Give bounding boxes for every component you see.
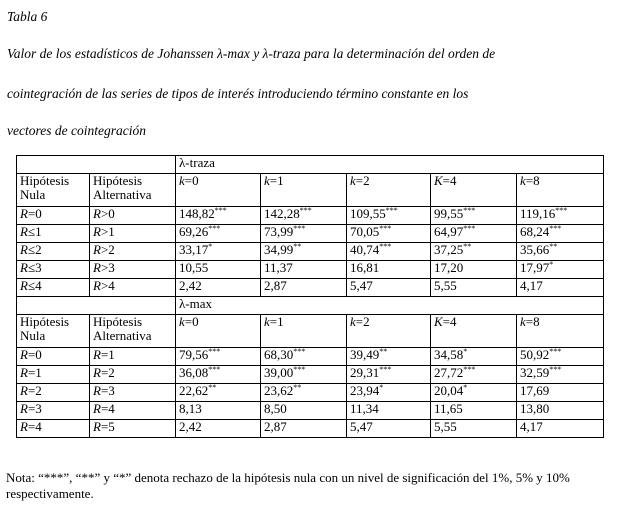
alt-hyp-cond: =3 <box>100 383 115 398</box>
significance-stars: *** <box>549 365 562 374</box>
statistic-cell <box>517 279 604 297</box>
statistic-value: 142,28 <box>264 206 300 221</box>
statistic-cell <box>517 225 604 243</box>
header-lag <box>261 315 347 348</box>
header-alt-line-2: Alternativa <box>93 187 152 202</box>
column-header-row <box>17 174 604 207</box>
header-lag-value: =0 <box>184 173 199 188</box>
alt-hyp-cond: >4 <box>100 278 115 293</box>
header-lag-value: =2 <box>355 173 370 188</box>
statistic-value: 70,05 <box>350 224 380 239</box>
header-lag <box>517 315 604 348</box>
alt-hyp-var: R <box>93 278 101 293</box>
header-null-hypothesis <box>17 174 90 207</box>
header-lag-var: k <box>179 314 185 329</box>
alt-hypothesis-cell <box>90 279 176 297</box>
statistic-value: 39,00 <box>264 365 294 380</box>
statistic-cell <box>261 420 347 438</box>
statistic-value: 27,72 <box>434 365 464 380</box>
header-alt-line-1: Hipótesis <box>93 173 143 188</box>
statistic-cell <box>261 207 347 225</box>
significance-stars: ** <box>293 383 302 392</box>
alt-hyp-var: R <box>93 347 101 362</box>
alt-hyp-var: R <box>93 260 101 275</box>
header-null-line-2: Nula <box>20 328 46 343</box>
header-lag-var: k <box>264 173 270 188</box>
header-lag-value: =8 <box>525 314 540 329</box>
null-hyp-var: R <box>20 401 28 416</box>
alt-hypothesis-cell <box>90 402 176 420</box>
header-lag-var: k <box>264 314 270 329</box>
header-lag-value: =4 <box>442 314 457 329</box>
statistic-value: 68,24 <box>520 224 550 239</box>
statistic-cell <box>176 207 261 225</box>
statistic-cell <box>347 348 431 366</box>
statistic-value: 5,55 <box>434 419 457 434</box>
statistic-value: 148,82 <box>179 206 215 221</box>
statistic-value: 29,31 <box>350 365 380 380</box>
table-row <box>17 384 604 402</box>
statistic-value: 17,20 <box>434 260 464 275</box>
section-title <box>176 297 604 315</box>
statistic-value: 8,50 <box>264 401 287 416</box>
statistic-value: 39,49 <box>350 347 380 362</box>
alt-hypothesis-cell <box>90 348 176 366</box>
header-lag <box>261 174 347 207</box>
header-lag <box>347 174 431 207</box>
statistic-cell <box>347 279 431 297</box>
statistic-cell <box>261 384 347 402</box>
statistic-cell <box>431 420 517 438</box>
statistic-cell <box>517 348 604 366</box>
null-hyp-cond: =0 <box>27 206 42 221</box>
alt-hyp-cond: >1 <box>100 224 115 239</box>
statistic-value: 5,55 <box>434 278 457 293</box>
header-lag <box>517 174 604 207</box>
section-title-text: λ-traza <box>179 155 215 170</box>
table-label: Tabla 6 <box>7 9 48 24</box>
statistic-cell <box>517 261 604 279</box>
column-header-row <box>17 315 604 348</box>
statistic-value: 11,37 <box>264 260 293 275</box>
table-row <box>17 207 604 225</box>
table-caption-line-3: vectores de cointegración <box>7 123 146 138</box>
statistic-cell <box>176 384 261 402</box>
table-body <box>17 156 604 438</box>
null-hyp-var: R <box>20 347 28 362</box>
header-lag <box>431 174 517 207</box>
header-lag-var: k <box>179 173 185 188</box>
header-lag-value: =4 <box>442 173 457 188</box>
statistic-value: 64,97 <box>434 224 464 239</box>
header-lag-var: k <box>350 314 356 329</box>
null-hyp-cond: =0 <box>27 347 42 362</box>
statistic-value: 109,55 <box>350 206 386 221</box>
null-hyp-cond: =1 <box>27 365 42 380</box>
statistic-cell <box>517 243 604 261</box>
significance-stars: *** <box>214 206 227 215</box>
header-lag-value: =2 <box>355 314 370 329</box>
statistic-cell <box>431 207 517 225</box>
alt-hyp-cond: =1 <box>100 347 115 362</box>
significance-stars: *** <box>379 365 392 374</box>
blank-cell <box>17 297 176 315</box>
statistic-cell <box>261 261 347 279</box>
significance-stars: *** <box>208 365 221 374</box>
significance-stars: *** <box>463 365 476 374</box>
statistic-value: 16,81 <box>350 260 380 275</box>
significance-stars: * <box>549 260 554 269</box>
null-hypothesis-cell <box>17 261 90 279</box>
statistic-value: 2,87 <box>264 419 287 434</box>
null-hyp-var: R <box>20 419 28 434</box>
statistic-value: 68,30 <box>264 347 294 362</box>
statistic-value: 11,34 <box>350 401 379 416</box>
alt-hypothesis-cell <box>90 207 176 225</box>
table-row <box>17 243 604 261</box>
statistic-value: 17,97 <box>520 260 550 275</box>
statistic-value: 23,62 <box>264 383 294 398</box>
significance-stars: *** <box>463 224 476 233</box>
header-lag <box>176 174 261 207</box>
alt-hyp-var: R <box>93 419 101 434</box>
significance-stars: ** <box>379 347 388 356</box>
blank-cell <box>17 156 176 174</box>
statistic-cell <box>176 402 261 420</box>
statistic-cell <box>517 402 604 420</box>
statistic-cell <box>517 420 604 438</box>
alt-hyp-var: R <box>93 242 101 257</box>
statistic-value: 17,69 <box>520 383 550 398</box>
statistic-cell <box>347 207 431 225</box>
statistic-value: 4,17 <box>520 419 543 434</box>
statistic-value: 23,94 <box>350 383 380 398</box>
statistic-cell <box>261 243 347 261</box>
statistic-cell <box>261 366 347 384</box>
statistic-cell <box>347 225 431 243</box>
significance-stars: * <box>463 347 468 356</box>
significance-stars: *** <box>293 224 306 233</box>
alt-hyp-cond: >0 <box>100 206 115 221</box>
null-hyp-cond: =2 <box>27 383 42 398</box>
null-hyp-var: R <box>20 278 28 293</box>
statistic-cell <box>176 225 261 243</box>
null-hyp-cond: ≤4 <box>27 278 42 293</box>
statistic-value: 119,16 <box>520 206 556 221</box>
null-hypothesis-cell <box>17 243 90 261</box>
statistic-value: 36,08 <box>179 365 209 380</box>
header-lag <box>431 315 517 348</box>
statistic-cell <box>517 207 604 225</box>
significance-stars: *** <box>293 347 306 356</box>
statistic-cell <box>347 366 431 384</box>
statistic-cell <box>347 402 431 420</box>
statistic-value: 79,56 <box>179 347 209 362</box>
statistic-cell <box>517 366 604 384</box>
significance-stars: ** <box>293 242 302 251</box>
statistic-value: 35,66 <box>520 242 550 257</box>
significance-stars: *** <box>385 206 398 215</box>
table-footnote: Nota: “***”, “**” y “*” denota rechazo de la hipótesis nula con un nivel de significación del 1%, 5% y 10% respectivamente. <box>6 470 570 501</box>
statistic-cell <box>431 279 517 297</box>
significance-stars: *** <box>463 206 476 215</box>
header-lag <box>176 315 261 348</box>
significance-stars: ** <box>549 242 558 251</box>
statistic-value: 20,04 <box>434 383 464 398</box>
null-hypothesis-cell <box>17 384 90 402</box>
header-lag-value: =0 <box>184 314 199 329</box>
alt-hypothesis-cell <box>90 261 176 279</box>
header-lag-var: k <box>350 173 356 188</box>
significance-stars: *** <box>549 224 562 233</box>
table-row <box>17 402 604 420</box>
statistic-value: 10,55 <box>179 260 209 275</box>
statistic-cell <box>431 225 517 243</box>
statistic-value: 11,65 <box>434 401 463 416</box>
alt-hyp-cond: >3 <box>100 260 115 275</box>
significance-stars: *** <box>208 347 221 356</box>
statistic-value: 8,13 <box>179 401 202 416</box>
table-caption-line-1: Valor de los estadísticos de Johanssen λ-max y λ-traza para la determinación del orden de <box>7 46 496 61</box>
alt-hypothesis-cell <box>90 243 176 261</box>
null-hyp-cond: =3 <box>27 401 42 416</box>
null-hyp-cond: ≤2 <box>27 242 42 257</box>
statistic-value: 34,99 <box>264 242 294 257</box>
header-null-line-1: Hipótesis <box>20 173 70 188</box>
alt-hyp-var: R <box>93 365 101 380</box>
header-alt-line-2: Alternativa <box>93 328 152 343</box>
alt-hyp-var: R <box>93 383 101 398</box>
statistic-cell <box>176 348 261 366</box>
section-title-text: λ-max <box>179 296 213 311</box>
null-hypothesis-cell <box>17 366 90 384</box>
null-hyp-cond: ≤1 <box>27 224 42 239</box>
statistic-cell <box>431 366 517 384</box>
statistic-value: 2,42 <box>179 278 202 293</box>
null-hypothesis-cell <box>17 225 90 243</box>
header-lag-value: =1 <box>269 173 284 188</box>
header-alternative-hypothesis <box>90 174 176 207</box>
header-alt-line-1: Hipótesis <box>93 314 143 329</box>
statistic-value: 13,80 <box>520 401 550 416</box>
table-row <box>17 279 604 297</box>
statistic-cell <box>347 261 431 279</box>
section-title-row <box>17 156 604 174</box>
null-hypothesis-cell <box>17 348 90 366</box>
statistic-cell <box>431 402 517 420</box>
section-title-row <box>17 297 604 315</box>
header-lag <box>347 315 431 348</box>
significance-stars: *** <box>379 242 392 251</box>
statistic-cell <box>261 348 347 366</box>
significance-stars: *** <box>555 206 568 215</box>
statistic-value: 4,17 <box>520 278 543 293</box>
statistic-cell <box>431 261 517 279</box>
section-title <box>176 156 604 174</box>
statistic-value: 22,62 <box>179 383 209 398</box>
significance-stars: *** <box>208 224 221 233</box>
header-lag-value: =1 <box>269 314 284 329</box>
statistic-cell <box>176 366 261 384</box>
statistic-value: 33,17 <box>179 242 209 257</box>
significance-stars: *** <box>293 365 306 374</box>
statistic-value: 5,47 <box>350 278 373 293</box>
statistic-cell <box>431 243 517 261</box>
statistic-value: 2,42 <box>179 419 202 434</box>
statistic-cell <box>347 420 431 438</box>
statistic-value: 40,74 <box>350 242 380 257</box>
header-lag-var: k <box>520 314 526 329</box>
statistic-cell <box>176 420 261 438</box>
header-alternative-hypothesis <box>90 315 176 348</box>
statistic-cell <box>431 384 517 402</box>
null-hyp-var: R <box>20 365 28 380</box>
header-null-line-1: Hipótesis <box>20 314 70 329</box>
null-hyp-var: R <box>20 242 28 257</box>
statistic-cell <box>176 261 261 279</box>
statistic-value: 37,25 <box>434 242 464 257</box>
significance-stars: ** <box>208 383 217 392</box>
alt-hyp-var: R <box>93 206 101 221</box>
alt-hyp-cond: =4 <box>100 401 115 416</box>
alt-hyp-var: R <box>93 224 101 239</box>
header-lag-var: K <box>434 314 443 329</box>
statistic-value: 99,55 <box>434 206 464 221</box>
header-lag-var: K <box>434 173 443 188</box>
significance-stars: * <box>379 383 384 392</box>
null-hyp-var: R <box>20 260 28 275</box>
statistic-value: 73,99 <box>264 224 294 239</box>
null-hyp-var: R <box>20 206 28 221</box>
statistic-cell <box>261 402 347 420</box>
header-null-hypothesis <box>17 315 90 348</box>
johansen-statistics-table <box>16 155 604 438</box>
statistic-cell <box>347 243 431 261</box>
significance-stars: * <box>208 242 213 251</box>
statistic-value: 2,87 <box>264 278 287 293</box>
statistic-value: 50,92 <box>520 347 550 362</box>
alt-hypothesis-cell <box>90 384 176 402</box>
significance-stars: *** <box>379 224 392 233</box>
table-row <box>17 348 604 366</box>
statistic-cell <box>517 384 604 402</box>
statistic-cell <box>431 348 517 366</box>
null-hyp-cond: ≤3 <box>27 260 42 275</box>
header-lag-value: =8 <box>525 173 540 188</box>
null-hypothesis-cell <box>17 420 90 438</box>
null-hyp-var: R <box>20 383 28 398</box>
significance-stars: *** <box>549 347 562 356</box>
statistic-cell <box>261 225 347 243</box>
null-hyp-cond: =4 <box>27 419 42 434</box>
statistic-cell <box>176 243 261 261</box>
alt-hyp-cond: =5 <box>100 419 115 434</box>
statistic-cell <box>261 279 347 297</box>
table-row <box>17 225 604 243</box>
null-hypothesis-cell <box>17 279 90 297</box>
statistic-value: 34,58 <box>434 347 464 362</box>
alt-hyp-cond: =2 <box>100 365 115 380</box>
alt-hypothesis-cell <box>90 225 176 243</box>
table-row <box>17 366 604 384</box>
null-hypothesis-cell <box>17 402 90 420</box>
statistic-value: 69,26 <box>179 224 209 239</box>
alt-hyp-var: R <box>93 401 101 416</box>
table-caption-line-2: cointegración de las series de tipos de interés introduciendo término constante en los <box>7 86 469 101</box>
header-null-line-2: Nula <box>20 187 46 202</box>
significance-stars: *** <box>299 206 312 215</box>
significance-stars: * <box>463 383 468 392</box>
statistic-cell <box>347 384 431 402</box>
null-hyp-var: R <box>20 224 28 239</box>
statistic-value: 5,47 <box>350 419 373 434</box>
alt-hypothesis-cell <box>90 366 176 384</box>
table-row <box>17 420 604 438</box>
table-row <box>17 261 604 279</box>
alt-hyp-cond: >2 <box>100 242 115 257</box>
statistic-value: 32,59 <box>520 365 550 380</box>
statistic-cell <box>176 279 261 297</box>
header-lag-var: k <box>520 173 526 188</box>
alt-hypothesis-cell <box>90 420 176 438</box>
null-hypothesis-cell <box>17 207 90 225</box>
significance-stars: ** <box>463 242 472 251</box>
